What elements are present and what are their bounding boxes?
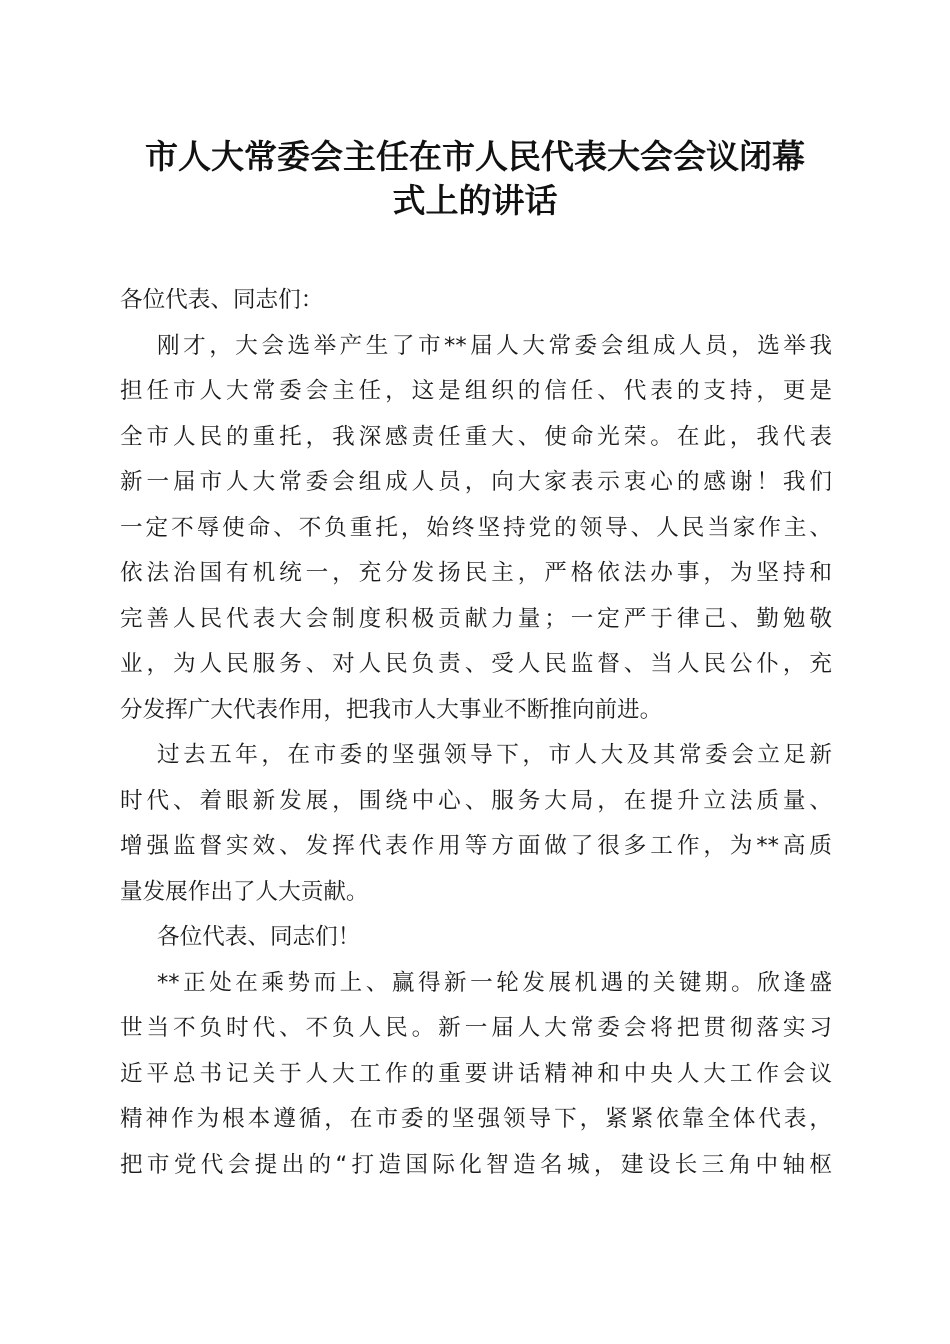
paragraph-line: 业，为人民服务、对人民负责、受人民监督、当人民公仆，充 [120, 651, 832, 677]
paragraph-line: 分发挥广大代表作用，把我市人大事业不断推向前进。 [120, 696, 663, 723]
paragraph-line: 全市人民的重托，我深感责任重大、使命光荣。在此，我代表 [120, 423, 832, 450]
paragraph-line: 把市党代会提出的“打造国际化智造名城，建设长三角中轴枢 [120, 1151, 832, 1178]
paragraph-line: 各位代表、同志们！ [157, 924, 361, 950]
salutation: 各位代表、同志们： [120, 287, 324, 313]
paragraph [120, 915, 832, 961]
paragraph-line: 增强监督实效、发挥代表作用等方面做了很多工作，为**高质 [120, 833, 832, 859]
document-body [120, 278, 832, 1188]
paragraph-line: 担任市人大常委会主任，这是组织的信任、代表的支持，更是 [120, 378, 832, 404]
title-line: 式上的讲话 [392, 181, 558, 220]
paragraph-line: 精神作为根本遵循，在市委的坚强领导下，紧紧依靠全体代表， [120, 1106, 832, 1132]
paragraph [120, 324, 832, 734]
paragraph-line: 世当不负时代、不负人民。新一届人大常委会将把贯彻落实习 [120, 1015, 832, 1041]
paragraph-line: 新一届市人大常委会组成人员，向大家表示衷心的感谢！我们 [120, 469, 832, 495]
paragraph-line: 刚才，大会选举产生了市**届人大常委会组成人员，选举我 [157, 332, 832, 359]
paragraph [120, 733, 832, 915]
paragraph-line: 量发展作出了人大贡献。 [120, 878, 369, 905]
paragraph [120, 961, 832, 1189]
paragraph-line: 时代、着眼新发展，围绕中心、服务大局，在提升立法质量、 [120, 787, 832, 814]
paragraph-line: 过去五年，在市委的坚强领导下，市人大及其常委会立足新 [157, 742, 832, 768]
paragraph-line: **正处在乘势而上、赢得新一轮发展机遇的关键期。欣逢盛 [157, 969, 832, 996]
title-line: 市人大常委会主任在市人民代表大会会议闭幕 [145, 137, 805, 176]
paragraph-line: 依法治国有机统一，充分发扬民主，严格依法办事，为坚持和 [120, 560, 832, 586]
paragraph-line: 完善人民代表大会制度积极贡献力量；一定严于律己、勤勉敬 [120, 605, 832, 632]
paragraph-line: 近平总书记关于人大工作的重要讲话精神和中央人大工作会议 [120, 1060, 832, 1087]
document-title [100, 135, 850, 223]
paragraph-line: 一定不辱使命、不负重托，始终坚持党的领导、人民当家作主、 [120, 514, 832, 541]
